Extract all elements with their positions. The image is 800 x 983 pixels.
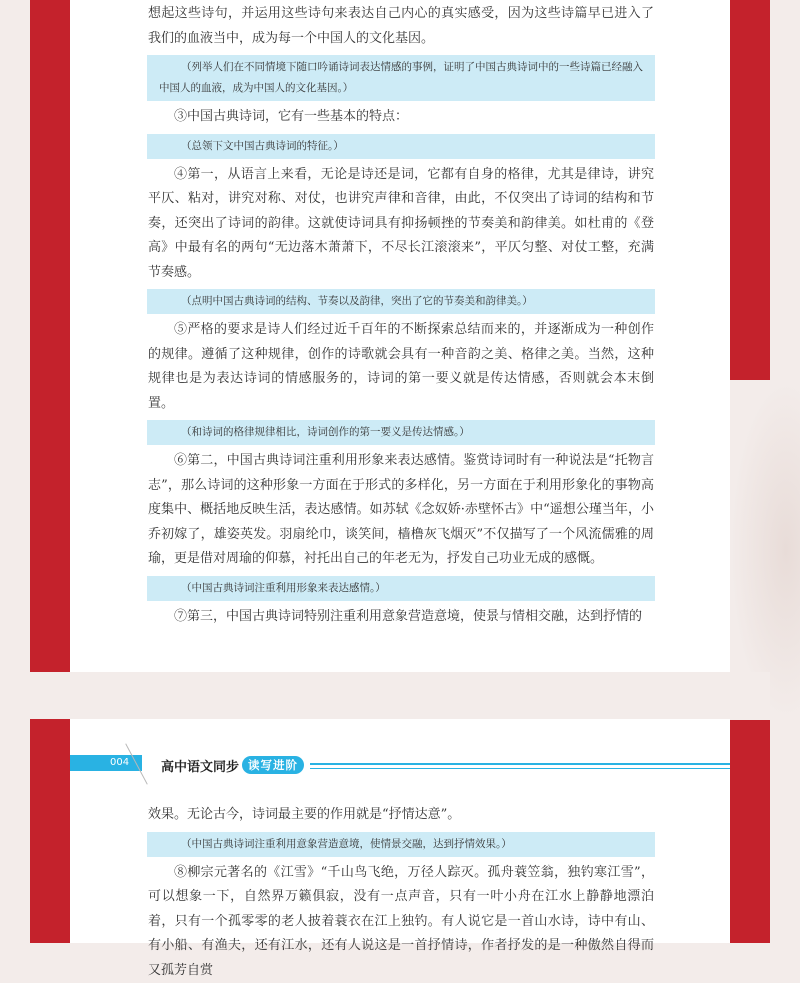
annotation-note: （中国古典诗词注重利用形象来表达感情。）	[147, 576, 655, 601]
body-paragraph: ⑤严格的要求是诗人们经过近千百年的不断探索总结而来的，并逐渐成为一种创作的规律。遵循了这种规律，创作的诗歌就会具有一种音韵之美、格律之美。当然，这种规律也是为表达诗词的情感服务的，诗词的第一要义就是传达情感，否则就会本末倒置。	[70, 318, 730, 416]
body-paragraph: 效果。无论古今，诗词最主要的作用就是“抒情达意”。	[70, 803, 730, 828]
annotation-note: （和诗词的格律规律相比，诗词创作的第一要义是传达情感。）	[147, 420, 655, 445]
page-upper	[70, 0, 730, 672]
page-gap	[30, 672, 770, 719]
body-paragraph: ⑦第三，中国古典诗词特别注重利用意象营造意境，使景与情相交融，达到抒情的	[70, 605, 730, 630]
annotation-note: （总领下文中国古典诗词的特征。）	[147, 134, 655, 159]
annotation-note: （中国古典诗词注重利用意象营造意境，使情景交融，达到抒情效果。）	[147, 832, 655, 857]
body-paragraph: 想起这些诗句，并运用这些诗句来表达自己内心的真实感受，因为这些诗篇早已进入了我们的血液当中，成为每一个中国人的文化基因。	[70, 2, 730, 51]
body-paragraph: ③中国古典诗词，它有一些基本的特点：	[70, 105, 730, 130]
page-number-tab	[70, 755, 142, 771]
book-title: 高中语文同步	[161, 756, 239, 775]
decorative-background	[730, 380, 800, 720]
book-badge: 读写进阶	[242, 756, 304, 774]
body-paragraph: ⑧柳宗元著名的《江雪》“千山鸟飞绝，万径人踪灭。孤舟蓑笠翁，独钓寒江雪”，可以想象一下，自然界万籁俱寂，没有一点声音，只有一叶小舟在江水上静静地漂泊着，只有一个孤零零的老人披着蓑衣在江上独钓。有人说它是一首山水诗，诗中有山、有小船、有渔夫，还有江水，还有人说这是一首抒情诗，作者抒发的是一种傲然自得而又孤芳自赏	[70, 861, 730, 983]
annotation-note: （列举人们在不同情境下随口吟诵诗词表达情感的事例，证明了中国古典诗词中的一些诗篇已经融入中国人的血液，成为中国人的文化基因。）	[147, 55, 655, 101]
annotation-note: （点明中国古典诗词的结构、节奏以及韵律，突出了它的节奏美和韵律美。）	[147, 289, 655, 314]
page-lower	[70, 719, 730, 943]
body-paragraph: ④第一，从语言上来看，无论是诗还是词，它都有自身的格律，尤其是律诗，讲究平仄、粘对，讲究对称、对仗，也讲究声律和音律，由此，不仅突出了诗词的结构和节奏，还突出了诗词的韵律。这就使诗词具有抑扬顿挫的节奏美和韵律美。如杜甫的《登高》中最有名的两句“无边落木萧萧下，不尽长江滚滚来”，平仄匀整、对仗工整，充满节奏感。	[70, 163, 730, 286]
body-paragraph: ⑥第二，中国古典诗词注重利用形象来表达感情。鉴赏诗词时有一种说法是“托物言志”，那么诗词的这种形象一方面在于形式的多样化，另一方面在于利用形象化的事物高度集中、概括地反映生活，表达感情。如苏轼《念奴娇·赤壁怀古》中“遥想公瑾当年，小乔初嫁了，雄姿英发。羽扇纶巾，谈笑间，樯橹灰飞烟灭”不仅描写了一个风流儒雅的周瑜，更是借对周瑜的仰慕，衬托出自己的年老无为，抒发自己功业无成的感慨。	[70, 449, 730, 572]
page-upper-content	[70, 0, 730, 629]
page-number: 004	[110, 755, 129, 771]
header-rule-thin	[310, 768, 730, 769]
page-lower-content	[70, 803, 730, 983]
page-header	[70, 747, 730, 781]
header-rule	[310, 763, 730, 765]
